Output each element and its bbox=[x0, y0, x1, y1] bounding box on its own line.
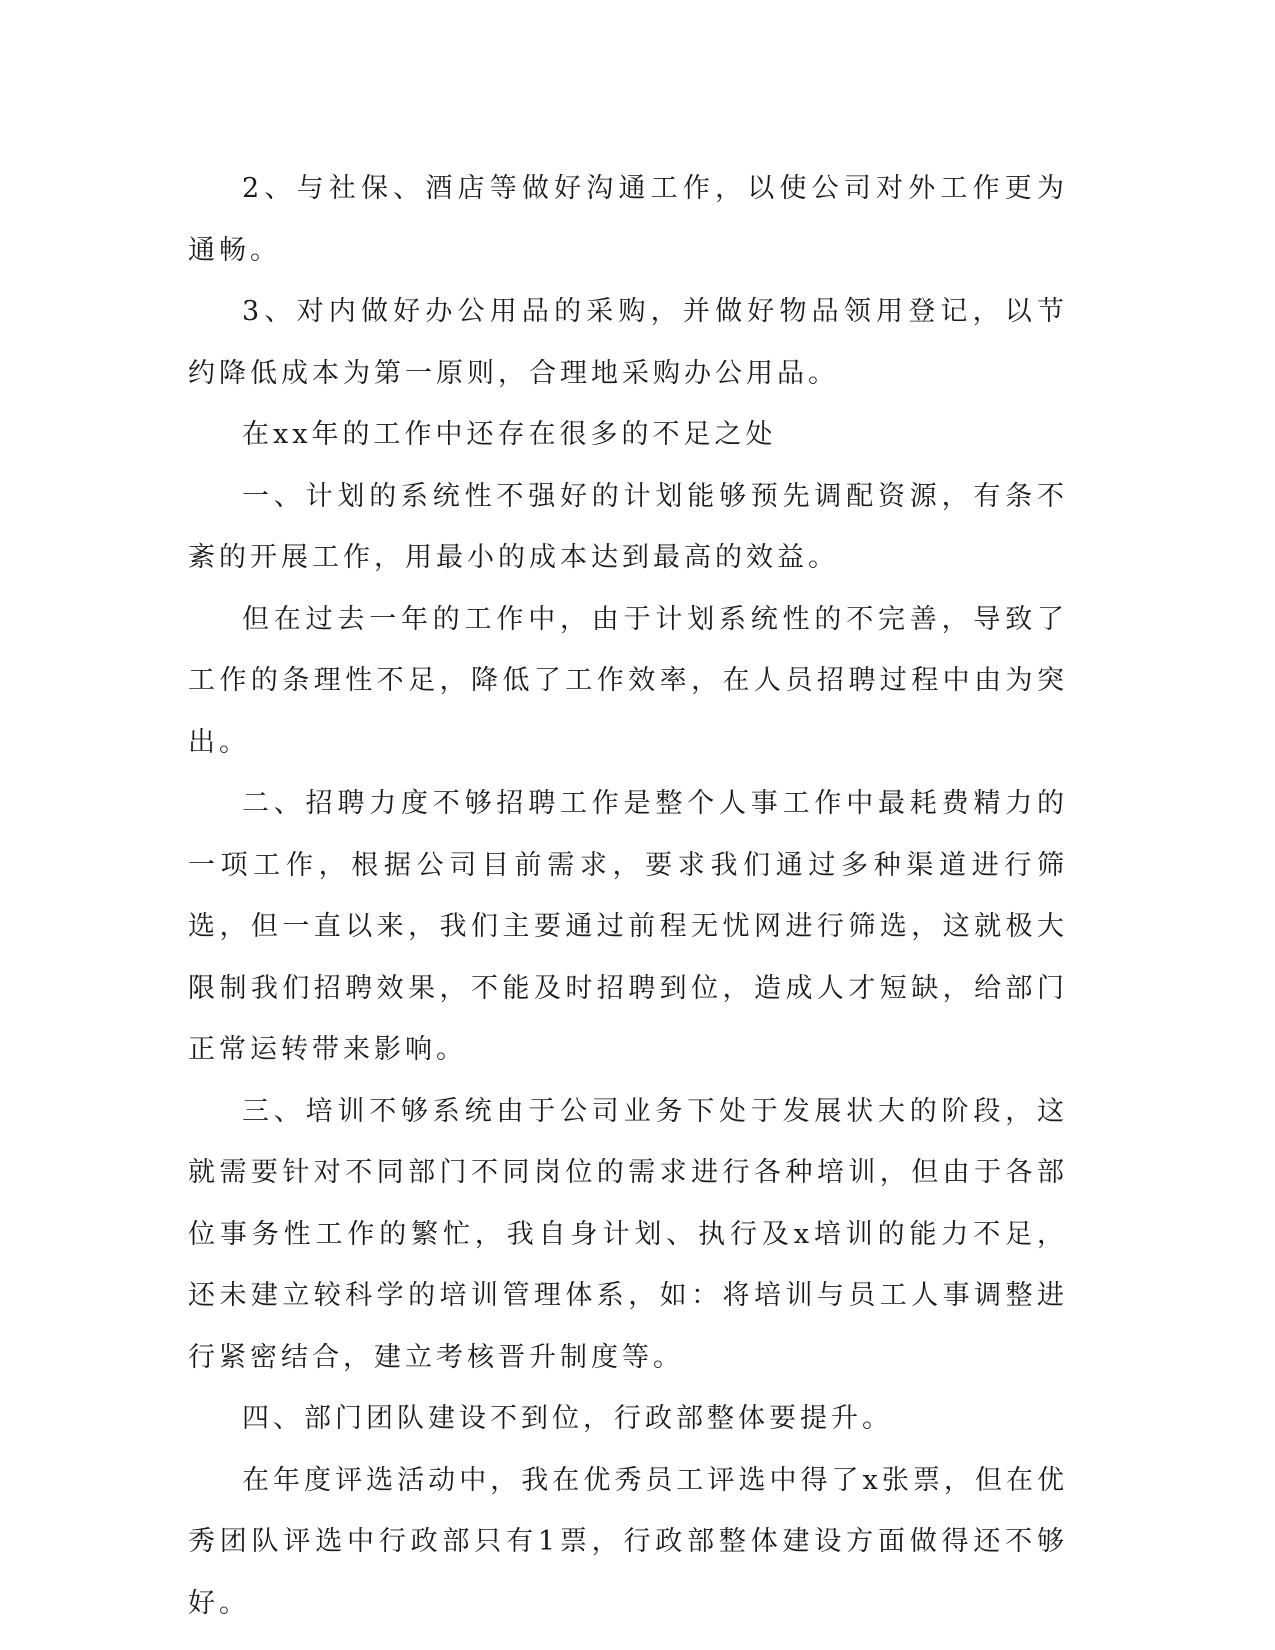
paragraph-point-4-detail: 在年度评选活动中，我在优秀员工评选中得了x张票，但在优秀团队评选中行政部只有1票，行政部整体建设方面做得还不够好。 bbox=[188, 1464, 1068, 1619]
document-body bbox=[188, 158, 1068, 1634]
paragraph-shortcomings-intro: 在xx年的工作中还存在很多的不足之处 bbox=[242, 419, 777, 450]
paragraph-point-1-detail: 但在过去一年的工作中，由于计划系统性的不完善，导致了工作的条理性不足，降低了工作效率，在人员招聘过程中由为突出。 bbox=[188, 603, 1068, 758]
paragraph-point-1: 一、计划的系统性不强好的计划能够预先调配资源，有条不紊的开展工作，用最小的成本达到最高的效益。 bbox=[188, 480, 1068, 573]
paragraph-item-3: 3、对内做好办公用品的采购，并做好物品领用登记，以节约降低成本为第一原则，合理地采购办公用品。 bbox=[188, 296, 1068, 389]
paragraph-point-4: 四、部门团队建设不到位，行政部整体要提升。 bbox=[242, 1403, 893, 1434]
paragraph-point-2: 二、招聘力度不够招聘工作是整个人事工作中最耗费精力的一项工作，根据公司目前需求，要求我们通过多种渠道进行筛选，但一直以来，我们主要通过前程无忧网进行筛选，这就极大限制我们招聘效果，不能及时招聘到位，造成人才短缺，给部门正常运转带来影响。 bbox=[188, 788, 1068, 1065]
paragraph-point-3: 三、培训不够系统由于公司业务下处于发展状大的阶段，这就需要针对不同部门不同岗位的需求进行各种培训，但由于各部位事务性工作的繁忙，我自身计划、执行及x培训的能力不足，还未建立较科学的培训管理体系，如：将培训与员工人事调整进行紧密结合，建立考核晋升制度等。 bbox=[188, 1095, 1068, 1373]
paragraph-item-2: 2、与社保、酒店等做好沟通工作，以使公司对外工作更为通畅。 bbox=[188, 173, 1068, 266]
